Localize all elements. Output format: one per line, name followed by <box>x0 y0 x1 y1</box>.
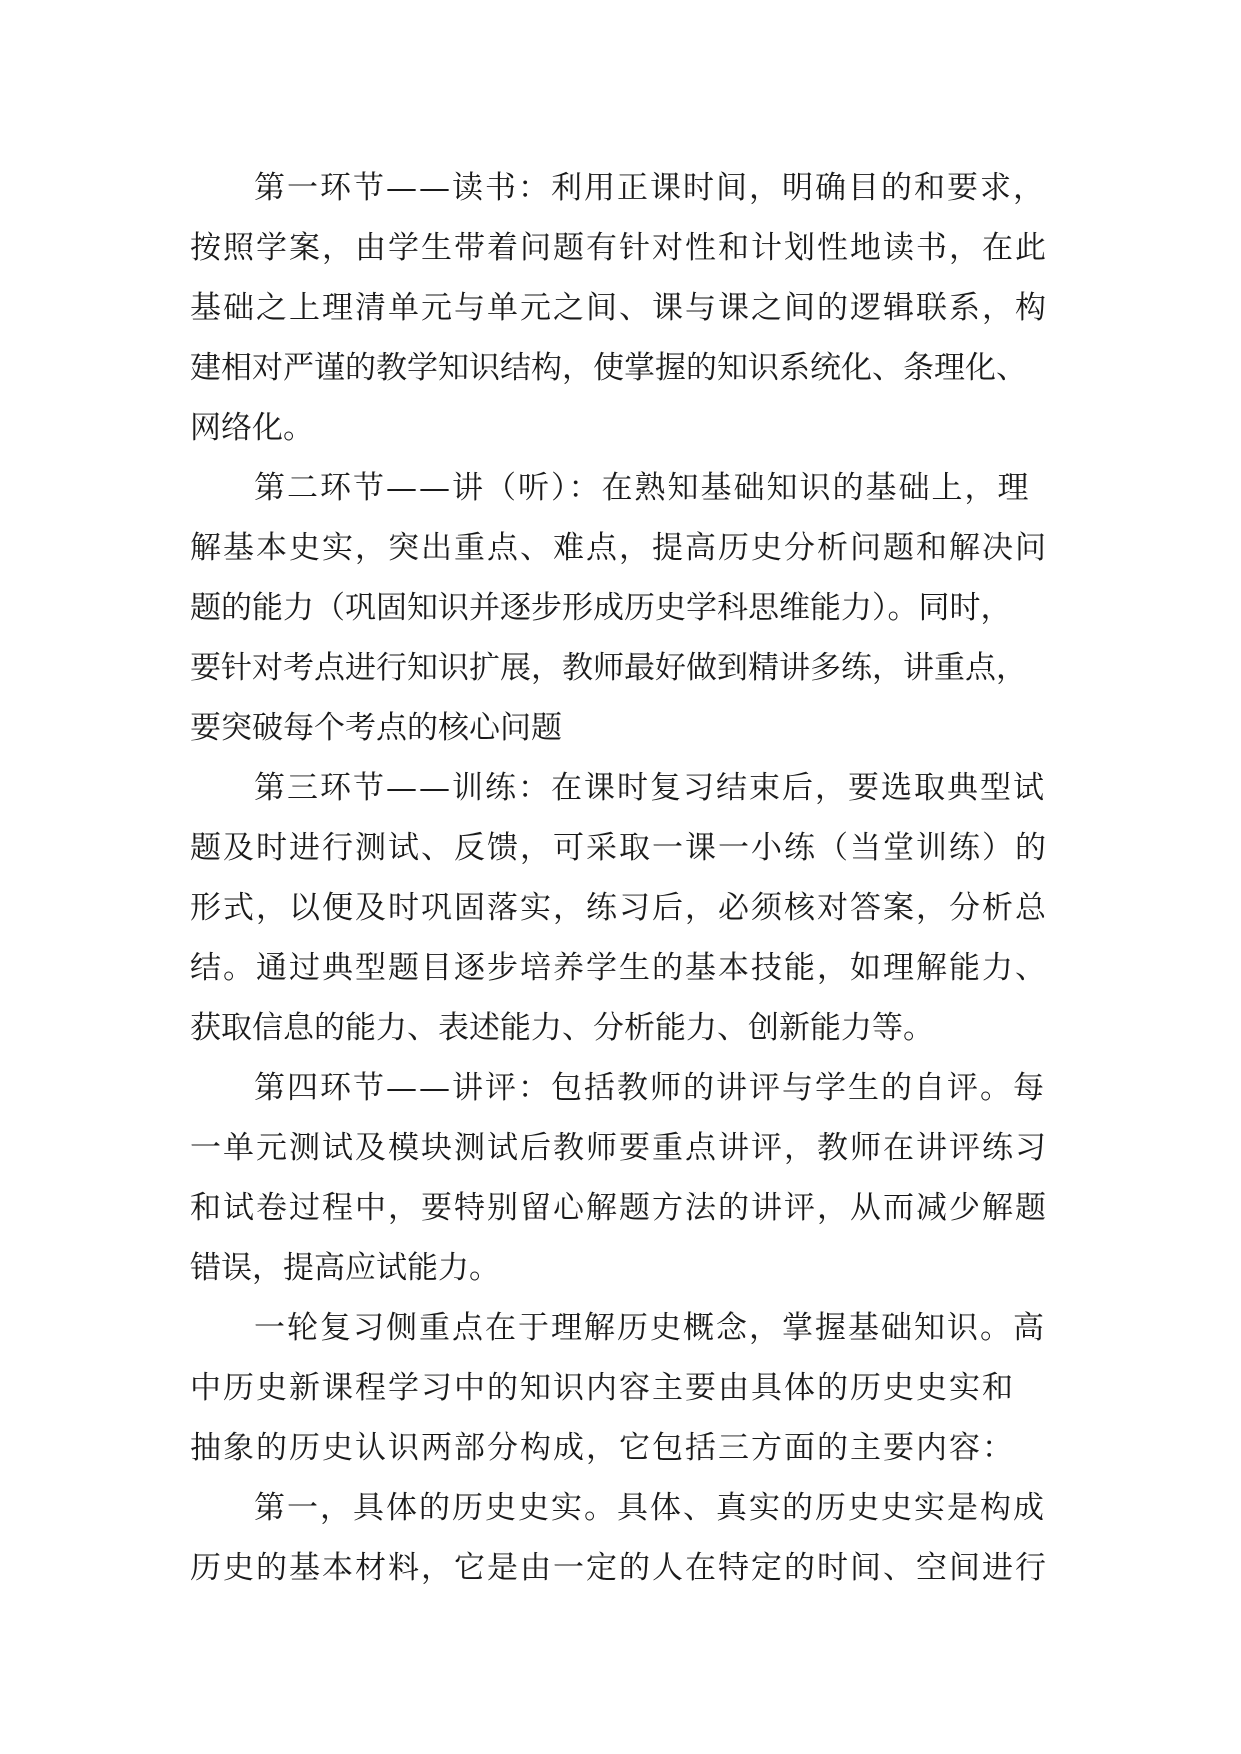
text-line: 一单元测试及模块测试后教师要重点讲评，教师在讲评练习 <box>190 1130 1048 1166</box>
paragraph-first-round <box>190 1298 1065 1478</box>
text-line: 获取信息的能力、表述能力、分析能力、创新能力等。 <box>190 1010 934 1046</box>
text-line: 抽象的历史认识两部分构成，它包括三方面的主要内容： <box>190 1430 1015 1466</box>
paragraph-training <box>190 758 1065 1058</box>
text-line: 形式，以便及时巩固落实，练习后，必须核对答案，分析总 <box>190 890 1048 926</box>
text-line: 题的能力（巩固知识并逐步形成历史学科思维能力）。同时， <box>190 590 1012 626</box>
text-line: 解基本史实，突出重点、难点，提高历史分析问题和解决问 <box>190 530 1048 566</box>
paragraph-reading <box>190 158 1065 458</box>
text-line: 结。通过典型题目逐步培养学生的基本技能，如理解能力、 <box>190 950 1048 986</box>
text-line: 错误，提高应试能力。 <box>190 1250 500 1286</box>
text-line: 要突破每个考点的核心问题 <box>190 710 562 746</box>
text-line: 中历史新课程学习中的知识内容主要由具体的历史史实和 <box>190 1370 1015 1406</box>
text-line: 历史的基本材料，它是由一定的人在特定的时间、空间进行 <box>190 1550 1048 1586</box>
text-line: 基础之上理清单元与单元之间、课与课之间的逻辑联系，构 <box>190 290 1048 326</box>
text-line: 题及时进行测试、反馈，可采取一课一小练（当堂训练）的 <box>190 830 1048 866</box>
text-line: 和试卷过程中，要特别留心解题方法的讲评，从而减少解题 <box>190 1190 1048 1226</box>
text-line: 第三环节——训练：在课时复习结束后，要选取典型试 <box>254 770 1046 806</box>
text-line: 网络化。 <box>190 410 314 446</box>
text-line: 按照学案，由学生带着问题有针对性和计划性地读书，在此 <box>190 230 1048 266</box>
paragraph-review <box>190 1058 1065 1298</box>
text-line: 一轮复习侧重点在于理解历史概念，掌握基础知识。高 <box>254 1310 1046 1346</box>
text-line: 要针对考点进行知识扩展，教师最好做到精讲多练，讲重点， <box>190 650 1027 686</box>
paragraph-historical-facts <box>190 1478 1065 1598</box>
text-line: 第二环节——讲（听）：在熟知基础知识的基础上，理 <box>254 470 1031 506</box>
document-body <box>190 158 1065 1598</box>
text-line: 第一环节——读书：利用正课时间，明确目的和要求， <box>254 170 1046 206</box>
text-line: 第四环节——讲评：包括教师的讲评与学生的自评。每 <box>254 1070 1046 1106</box>
paragraph-lecture <box>190 458 1065 758</box>
text-line: 建相对严谨的教学知识结构，使掌握的知识系统化、条理化、 <box>190 350 1027 386</box>
text-line: 第一，具体的历史史实。具体、真实的历史史实是构成 <box>254 1490 1046 1526</box>
